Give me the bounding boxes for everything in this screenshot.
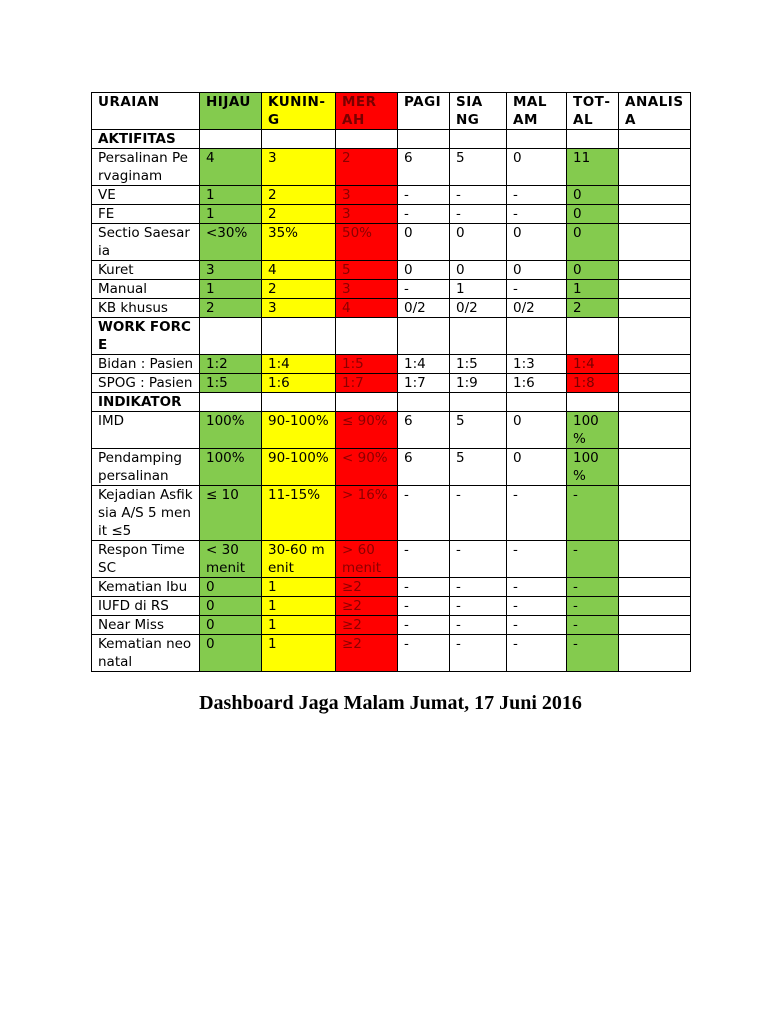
header-uraian: URAIAN: [92, 93, 200, 130]
cell-pagi: -: [398, 541, 450, 578]
cell-siang: 0/2: [450, 299, 507, 318]
cell-total: -: [567, 616, 619, 635]
cell-total: -: [567, 541, 619, 578]
cell-hijau: < 30 menit: [200, 541, 262, 578]
table-row: [92, 224, 691, 261]
cell-kuning: 1: [262, 616, 336, 635]
empty-cell: [619, 130, 691, 149]
table-row: [92, 355, 691, 374]
cell-malam: 1:6: [507, 374, 567, 393]
cell-total: 1:4: [567, 355, 619, 374]
cell-hijau: 1: [200, 280, 262, 299]
cell-pagi: -: [398, 597, 450, 616]
table-row: [92, 597, 691, 616]
empty-cell: [398, 393, 450, 412]
cell-analisa: [619, 224, 691, 261]
cell-siang: 1:9: [450, 374, 507, 393]
cell-kuning: 90-100%: [262, 412, 336, 449]
header-hijau: HIJAU: [200, 93, 262, 130]
table-row: [92, 412, 691, 449]
table-row: [92, 186, 691, 205]
cell-merah: 2: [336, 149, 398, 186]
cell-uraian: Persalinan Pervaginam: [92, 149, 200, 186]
cell-kuning: 4: [262, 261, 336, 280]
cell-kuning: 2: [262, 186, 336, 205]
cell-siang: -: [450, 578, 507, 597]
empty-cell: [567, 130, 619, 149]
cell-hijau: 2: [200, 299, 262, 318]
cell-hijau: ≤ 10: [200, 486, 262, 541]
cell-analisa: [619, 374, 691, 393]
cell-total: 1: [567, 280, 619, 299]
cell-kuning: 1: [262, 578, 336, 597]
cell-analisa: [619, 635, 691, 672]
cell-kuning: 1: [262, 597, 336, 616]
cell-pagi: 0: [398, 224, 450, 261]
cell-kuning: 3: [262, 299, 336, 318]
section-label: AKTIFITAS: [92, 130, 200, 149]
cell-merah: 3: [336, 280, 398, 299]
cell-merah: > 16%: [336, 486, 398, 541]
cell-pagi: -: [398, 616, 450, 635]
cell-malam: -: [507, 541, 567, 578]
cell-siang: 1:5: [450, 355, 507, 374]
cell-siang: -: [450, 541, 507, 578]
cell-siang: -: [450, 486, 507, 541]
cell-analisa: [619, 186, 691, 205]
empty-cell: [336, 318, 398, 355]
cell-total: 1:8: [567, 374, 619, 393]
empty-cell: [200, 318, 262, 355]
cell-hijau: 100%: [200, 412, 262, 449]
cell-hijau: 3: [200, 261, 262, 280]
cell-total: -: [567, 597, 619, 616]
cell-siang: 0: [450, 261, 507, 280]
cell-hijau: 1: [200, 205, 262, 224]
empty-cell: [200, 130, 262, 149]
empty-cell: [262, 393, 336, 412]
table-row: [92, 374, 691, 393]
cell-hijau: 100%: [200, 449, 262, 486]
cell-hijau: 0: [200, 635, 262, 672]
cell-merah: 4: [336, 299, 398, 318]
cell-malam: -: [507, 205, 567, 224]
dashboard-caption: Dashboard Jaga Malam Jumat, 17 Juni 2016: [199, 692, 582, 714]
cell-pagi: -: [398, 205, 450, 224]
cell-merah: ≥2: [336, 635, 398, 672]
cell-uraian: IMD: [92, 412, 200, 449]
cell-merah: ≥2: [336, 597, 398, 616]
cell-analisa: [619, 486, 691, 541]
cell-kuning: 35%: [262, 224, 336, 261]
cell-merah: ≥2: [336, 616, 398, 635]
cell-malam: -: [507, 578, 567, 597]
cell-uraian: Kuret: [92, 261, 200, 280]
table-row: [92, 616, 691, 635]
cell-analisa: [619, 205, 691, 224]
table-row: [92, 578, 691, 597]
cell-total: 0: [567, 186, 619, 205]
cell-hijau: 1:5: [200, 374, 262, 393]
empty-cell: [507, 130, 567, 149]
cell-siang: 5: [450, 449, 507, 486]
cell-total: -: [567, 486, 619, 541]
cell-total: -: [567, 635, 619, 672]
cell-merah: 5: [336, 261, 398, 280]
cell-pagi: 6: [398, 412, 450, 449]
cell-total: 2: [567, 299, 619, 318]
cell-uraian: Kematian Ibu: [92, 578, 200, 597]
cell-siang: -: [450, 186, 507, 205]
empty-cell: [567, 318, 619, 355]
table-row: [92, 541, 691, 578]
cell-analisa: [619, 597, 691, 616]
cell-uraian: Near Miss: [92, 616, 200, 635]
cell-pagi: 6: [398, 449, 450, 486]
cell-pagi: -: [398, 635, 450, 672]
empty-cell: [507, 318, 567, 355]
cell-merah: 1:7: [336, 374, 398, 393]
cell-total: 0: [567, 224, 619, 261]
cell-total: 0: [567, 261, 619, 280]
cell-siang: 5: [450, 412, 507, 449]
cell-malam: -: [507, 616, 567, 635]
cell-uraian: Bidan : Pasien: [92, 355, 200, 374]
table-row: [92, 635, 691, 672]
cell-siang: -: [450, 205, 507, 224]
empty-cell: [619, 393, 691, 412]
cell-analisa: [619, 449, 691, 486]
cell-analisa: [619, 261, 691, 280]
cell-pagi: -: [398, 280, 450, 299]
cell-malam: -: [507, 635, 567, 672]
cell-malam: 0: [507, 149, 567, 186]
cell-kuning: 3: [262, 149, 336, 186]
cell-pagi: 1:4: [398, 355, 450, 374]
section-label: WORK FORCE: [92, 318, 200, 355]
cell-total: 0: [567, 205, 619, 224]
empty-cell: [450, 130, 507, 149]
cell-total: -: [567, 578, 619, 597]
cell-kuning: 1:4: [262, 355, 336, 374]
cell-siang: -: [450, 635, 507, 672]
cell-kuning: 2: [262, 205, 336, 224]
cell-uraian: Kematian neonatal: [92, 635, 200, 672]
cell-pagi: 1:7: [398, 374, 450, 393]
cell-hijau: 1: [200, 186, 262, 205]
table-row: [92, 280, 691, 299]
header-kuning: KUNING: [262, 93, 336, 130]
cell-siang: 1: [450, 280, 507, 299]
cell-malam: 0/2: [507, 299, 567, 318]
cell-malam: 0: [507, 224, 567, 261]
cell-malam: 0: [507, 449, 567, 486]
cell-siang: -: [450, 616, 507, 635]
cell-uraian: IUFD di RS: [92, 597, 200, 616]
empty-cell: [200, 393, 262, 412]
cell-analisa: [619, 149, 691, 186]
cell-merah: 3: [336, 205, 398, 224]
cell-merah: ≤ 90%: [336, 412, 398, 449]
section-row: [92, 130, 691, 149]
empty-cell: [450, 393, 507, 412]
cell-siang: 0: [450, 224, 507, 261]
table-row: [92, 299, 691, 318]
header-total: TOTAL: [567, 93, 619, 130]
cell-merah: < 90%: [336, 449, 398, 486]
cell-pagi: 6: [398, 149, 450, 186]
cell-hijau: 4: [200, 149, 262, 186]
section-label: INDIKATOR: [92, 393, 200, 412]
cell-analisa: [619, 280, 691, 299]
section-row: [92, 318, 691, 355]
cell-uraian: Sectio Saesaria: [92, 224, 200, 261]
header-analisa: ANALISA: [619, 93, 691, 130]
cell-analisa: [619, 616, 691, 635]
cell-malam: 0: [507, 412, 567, 449]
cell-hijau: 0: [200, 578, 262, 597]
empty-cell: [262, 130, 336, 149]
table-row: [92, 205, 691, 224]
cell-pagi: -: [398, 486, 450, 541]
cell-kuning: 30-60 menit: [262, 541, 336, 578]
header-siang: SIANG: [450, 93, 507, 130]
empty-cell: [567, 393, 619, 412]
empty-cell: [398, 130, 450, 149]
table-row: [92, 486, 691, 541]
table-row: [92, 261, 691, 280]
cell-analisa: [619, 355, 691, 374]
cell-uraian: Pendamping persalinan: [92, 449, 200, 486]
empty-cell: [262, 318, 336, 355]
cell-malam: 0: [507, 261, 567, 280]
empty-cell: [336, 130, 398, 149]
cell-total: 100 %: [567, 449, 619, 486]
cell-kuning: 11-15%: [262, 486, 336, 541]
cell-uraian: Manual: [92, 280, 200, 299]
cell-analisa: [619, 299, 691, 318]
empty-cell: [450, 318, 507, 355]
section-row: [92, 393, 691, 412]
cell-analisa: [619, 578, 691, 597]
cell-malam: -: [507, 486, 567, 541]
cell-uraian: FE: [92, 205, 200, 224]
cell-analisa: [619, 412, 691, 449]
cell-merah: 1:5: [336, 355, 398, 374]
cell-uraian: SPOG : Pasien: [92, 374, 200, 393]
empty-cell: [336, 393, 398, 412]
cell-siang: 5: [450, 149, 507, 186]
cell-malam: -: [507, 186, 567, 205]
cell-kuning: 1: [262, 635, 336, 672]
empty-cell: [619, 318, 691, 355]
dashboard-table: [91, 92, 691, 672]
cell-malam: -: [507, 597, 567, 616]
cell-siang: -: [450, 597, 507, 616]
cell-hijau: 0: [200, 597, 262, 616]
cell-merah: 3: [336, 186, 398, 205]
header-row: [92, 93, 691, 130]
cell-hijau: 1:2: [200, 355, 262, 374]
cell-pagi: -: [398, 186, 450, 205]
cell-pagi: 0: [398, 261, 450, 280]
cell-merah: > 60 menit: [336, 541, 398, 578]
header-merah: MERAH: [336, 93, 398, 130]
cell-uraian: Respon Time SC: [92, 541, 200, 578]
cell-kuning: 2: [262, 280, 336, 299]
table-row: [92, 449, 691, 486]
cell-uraian: VE: [92, 186, 200, 205]
cell-kuning: 1:6: [262, 374, 336, 393]
cell-uraian: Kejadian Asfiksia A/S 5 menit ≤5: [92, 486, 200, 541]
table-row: [92, 149, 691, 186]
cell-hijau: 0: [200, 616, 262, 635]
cell-kuning: 90-100%: [262, 449, 336, 486]
cell-pagi: 0/2: [398, 299, 450, 318]
cell-total: 11: [567, 149, 619, 186]
cell-hijau: <30%: [200, 224, 262, 261]
empty-cell: [507, 393, 567, 412]
cell-malam: -: [507, 280, 567, 299]
cell-pagi: -: [398, 578, 450, 597]
header-pagi: PAGI: [398, 93, 450, 130]
cell-total: 100 %: [567, 412, 619, 449]
cell-uraian: KB khusus: [92, 299, 200, 318]
table-body: [92, 130, 691, 672]
cell-merah: ≥2: [336, 578, 398, 597]
cell-analisa: [619, 541, 691, 578]
cell-malam: 1:3: [507, 355, 567, 374]
header-malam: MALAM: [507, 93, 567, 130]
empty-cell: [398, 318, 450, 355]
cell-merah: 50%: [336, 224, 398, 261]
